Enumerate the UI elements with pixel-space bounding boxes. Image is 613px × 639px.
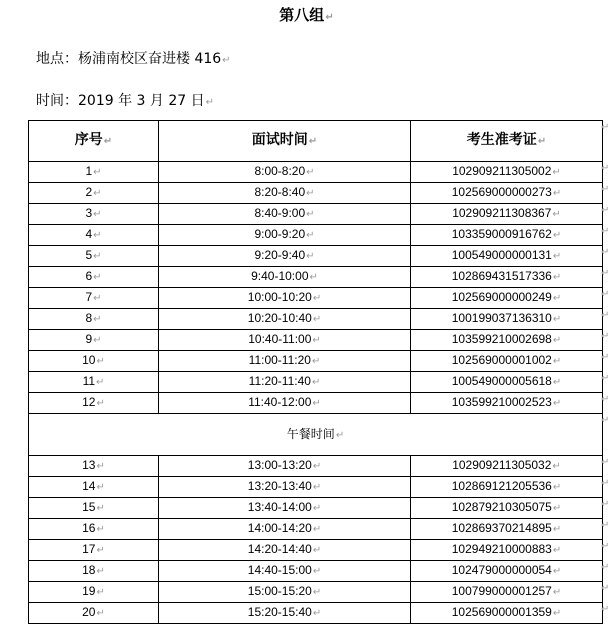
paragraph-mark-icon: ↵: [552, 524, 562, 535]
id-cell: 102879210305075↵: [411, 498, 603, 519]
paragraph-mark-icon: ↵: [552, 272, 562, 283]
time-cell: 11:00-11:20↵: [159, 351, 411, 372]
id-cell: 103599210002698↵: [411, 330, 603, 351]
row-end-mark-icon: ↵: [601, 541, 610, 552]
paragraph-mark-icon: ↵: [552, 314, 562, 325]
table-row: [29, 498, 603, 519]
paragraph-mark-icon: ↵: [96, 566, 105, 577]
seq-cell: 2↵: [29, 183, 159, 204]
paragraph-mark-icon: ↵: [308, 136, 318, 147]
table-row: [29, 477, 603, 498]
time-cell: 13:20-13:40↵: [159, 477, 411, 498]
time-cell: 13:00-13:20↵: [159, 456, 411, 477]
table-row: [29, 372, 603, 393]
row-end-mark-icon: ↵: [601, 163, 610, 174]
seq-cell: 17↵: [29, 540, 159, 561]
paragraph-mark-icon: ↵: [312, 398, 321, 409]
seq-cell: 1↵: [29, 162, 159, 183]
paragraph-mark-icon: ↵: [552, 545, 562, 556]
seq-cell: 18↵: [29, 561, 159, 582]
location-line: 地点：杨浦南校区奋进楼 416↵: [36, 51, 231, 67]
paragraph-mark-icon: ↵: [312, 503, 322, 514]
paragraph-mark-icon: ↵: [312, 608, 322, 619]
seq-cell: 13↵: [29, 456, 159, 477]
id-cell: 100549000000131↵: [411, 246, 603, 267]
paragraph-mark-icon: ↵: [93, 251, 102, 262]
group-title: 第八组↵: [279, 6, 334, 24]
id-cell: 100199037136310↵: [411, 309, 603, 330]
paragraph-mark-icon: ↵: [552, 251, 562, 262]
table-row: [29, 246, 603, 267]
afternoon-rows: [29, 456, 603, 624]
table-row: [29, 393, 603, 414]
row-end-mark-icon: ↵: [601, 457, 610, 468]
paragraph-mark-icon: ↵: [552, 461, 561, 472]
table-row: [29, 309, 603, 330]
id-cell: 102569000000249↵: [411, 288, 603, 309]
paragraph-mark-icon: ↵: [96, 503, 105, 514]
paragraph-mark-icon: ↵: [96, 398, 105, 409]
row-end-mark-icon: ↵: [601, 289, 610, 300]
table-row: [29, 456, 603, 477]
lunch-cell: 午餐时间↵: [29, 414, 603, 456]
paragraph-mark-icon: ↵: [552, 356, 562, 367]
id-cell: 100549000005618↵: [411, 372, 603, 393]
paragraph-mark-icon: ↵: [552, 167, 561, 178]
paragraph-mark-icon: ↵: [325, 12, 334, 23]
table-row: [29, 288, 603, 309]
paragraph-mark-icon: ↵: [103, 136, 113, 147]
row-end-mark-icon: ↵: [601, 205, 610, 216]
paragraph-mark-icon: ↵: [306, 251, 315, 262]
row-end-mark-icon: ↵: [601, 394, 610, 405]
seq-cell: 7↵: [29, 288, 159, 309]
seq-cell: 14↵: [29, 477, 159, 498]
time-cell: 11:40-12:00↵: [159, 393, 411, 414]
paragraph-mark-icon: ↵: [93, 167, 102, 178]
table-row: [29, 204, 603, 225]
row-end-mark-icon: ↵: [601, 604, 610, 615]
id-cell: 102569000001002↵: [411, 351, 603, 372]
row-end-mark-icon: ↵: [601, 352, 610, 363]
paragraph-mark-icon: ↵: [205, 97, 214, 108]
id-cell: 102869370214895↵: [411, 519, 603, 540]
id-cell: 102869121205536↵: [411, 477, 603, 498]
time-cell: 9:40-10:00↵: [159, 267, 411, 288]
time-cell: 10:40-11:00↵: [159, 330, 411, 351]
paragraph-mark-icon: ↵: [312, 461, 322, 472]
seq-cell: 10↵: [29, 351, 159, 372]
paragraph-mark-icon: ↵: [309, 272, 318, 283]
paragraph-mark-icon: ↵: [93, 314, 102, 325]
row-end-mark-icon: ↵: [601, 373, 610, 384]
row-end-mark-icon: ↵: [601, 415, 610, 426]
paragraph-mark-icon: ↵: [96, 461, 105, 472]
row-end-mark-icon: ↵: [601, 310, 610, 321]
paragraph-mark-icon: ↵: [96, 587, 105, 598]
row-end-mark-icon: ↵: [601, 499, 610, 510]
id-cell: 100799000001257↵: [411, 582, 603, 603]
paragraph-mark-icon: ↵: [93, 293, 102, 304]
paragraph-mark-icon: ↵: [312, 524, 322, 535]
row-end-mark-icon: ↵: [601, 478, 610, 489]
seq-cell: 4↵: [29, 225, 159, 246]
seq-cell: 15↵: [29, 498, 159, 519]
id-cell: 102479000000054↵: [411, 561, 603, 582]
paragraph-mark-icon: ↵: [312, 587, 322, 598]
id-cell: 102909211305002↵: [411, 162, 603, 183]
paragraph-mark-icon: ↵: [96, 524, 105, 535]
time-cell: 14:00-14:20↵: [159, 519, 411, 540]
header-time: 面试时间↵: [159, 121, 411, 162]
paragraph-mark-icon: ↵: [312, 566, 322, 577]
paragraph-mark-icon: ↵: [311, 356, 321, 367]
table-row: [29, 561, 603, 582]
row-end-mark-icon: ↵: [601, 122, 610, 133]
header-seq: 序号↵: [29, 121, 159, 162]
seq-cell: 8↵: [29, 309, 159, 330]
time-cell: 9:20-9:40↵: [159, 246, 411, 267]
row-end-mark-icon: ↵: [601, 520, 610, 531]
time-cell: 8:40-9:00↵: [159, 204, 411, 225]
seq-cell: 20↵: [29, 603, 159, 624]
paragraph-mark-icon: ↵: [306, 167, 315, 178]
time-cell: 9:00-9:20↵: [159, 225, 411, 246]
id-cell: 103599210002523↵: [411, 393, 603, 414]
row-end-mark-icon: ↵: [601, 331, 610, 342]
id-cell: 102909211308367↵: [411, 204, 603, 225]
paragraph-mark-icon: ↵: [552, 335, 562, 346]
paragraph-mark-icon: ↵: [93, 272, 102, 283]
morning-rows: [29, 162, 603, 414]
paragraph-mark-icon: ↵: [552, 209, 561, 220]
seq-cell: 12↵: [29, 393, 159, 414]
paragraph-mark-icon: ↵: [552, 503, 562, 514]
paragraph-mark-icon: ↵: [93, 188, 102, 199]
header-id: 考生准考证↵: [411, 121, 603, 162]
time-cell: 8:20-8:40↵: [159, 183, 411, 204]
id-cell: 102569000001359↵: [411, 603, 603, 624]
paragraph-mark-icon: ↵: [552, 293, 562, 304]
paragraph-mark-icon: ↵: [93, 335, 102, 346]
table-row: [29, 225, 603, 246]
time-cell: 13:40-14:00↵: [159, 498, 411, 519]
paragraph-mark-icon: ↵: [312, 545, 322, 556]
table-row: [29, 183, 603, 204]
paragraph-mark-icon: ↵: [552, 608, 562, 619]
id-cell: 102909211305032↵: [411, 456, 603, 477]
paragraph-mark-icon: ↵: [96, 608, 105, 619]
paragraph-mark-icon: ↵: [552, 188, 562, 199]
table-row: [29, 330, 603, 351]
row-end-mark-icon: ↵: [601, 184, 610, 195]
header-row: [29, 121, 603, 162]
table-row: [29, 603, 603, 624]
table-row: [29, 267, 603, 288]
seq-cell: 19↵: [29, 582, 159, 603]
paragraph-mark-icon: ↵: [552, 230, 562, 241]
paragraph-mark-icon: ↵: [306, 209, 315, 220]
seq-cell: 6↵: [29, 267, 159, 288]
seq-cell: 16↵: [29, 519, 159, 540]
paragraph-mark-icon: ↵: [552, 566, 562, 577]
paragraph-mark-icon: ↵: [311, 377, 321, 388]
table-row: [29, 582, 603, 603]
time-cell: 15:00-15:20↵: [159, 582, 411, 603]
paragraph-mark-icon: ↵: [222, 55, 231, 66]
paragraph-mark-icon: ↵: [312, 335, 321, 346]
time-cell: 14:20-14:40↵: [159, 540, 411, 561]
paragraph-mark-icon: ↵: [552, 482, 562, 493]
paragraph-mark-icon: ↵: [306, 230, 315, 241]
id-cell: 102569000000273↵: [411, 183, 603, 204]
time-cell: 8:00-8:20↵: [159, 162, 411, 183]
row-end-mark-icon: ↵: [601, 583, 610, 594]
paragraph-mark-icon: ↵: [552, 377, 562, 388]
time-cell: 11:20-11:40↵: [159, 372, 411, 393]
row-end-mark-icon: ↵: [601, 268, 610, 279]
time-cell: 10:20-10:40↵: [159, 309, 411, 330]
table-row: [29, 162, 603, 183]
paragraph-mark-icon: ↵: [552, 587, 562, 598]
paragraph-mark-icon: ↵: [93, 209, 102, 220]
table-row: [29, 519, 603, 540]
paragraph-mark-icon: ↵: [335, 429, 345, 441]
paragraph-mark-icon: ↵: [312, 314, 322, 325]
id-cell: 103359000916762↵: [411, 225, 603, 246]
paragraph-mark-icon: ↵: [306, 188, 315, 199]
paragraph-mark-icon: ↵: [312, 293, 322, 304]
seq-cell: 9↵: [29, 330, 159, 351]
id-cell: 102949210000883↵: [411, 540, 603, 561]
time-cell: 10:00-10:20↵: [159, 288, 411, 309]
seq-cell: 3↵: [29, 204, 159, 225]
paragraph-mark-icon: ↵: [93, 230, 102, 241]
paragraph-mark-icon: ↵: [312, 482, 322, 493]
table-row: [29, 351, 603, 372]
lunch-row: [29, 414, 603, 456]
table-row: [29, 540, 603, 561]
time-cell: 15:20-15:40↵: [159, 603, 411, 624]
row-end-mark-icon: ↵: [601, 226, 610, 237]
date-line: 时间：2019 年 3 月 27 日↵: [36, 93, 214, 109]
time-cell: 14:40-15:00↵: [159, 561, 411, 582]
paragraph-mark-icon: ↵: [96, 377, 105, 388]
paragraph-mark-icon: ↵: [537, 136, 547, 147]
id-cell: 102869431517336↵: [411, 267, 603, 288]
row-end-mark-icon: ↵: [601, 247, 610, 258]
paragraph-mark-icon: ↵: [96, 356, 105, 367]
paragraph-mark-icon: ↵: [96, 482, 105, 493]
paragraph-mark-icon: ↵: [96, 545, 105, 556]
seq-cell: 5↵: [29, 246, 159, 267]
paragraph-mark-icon: ↵: [552, 398, 562, 409]
row-end-mark-icon: ↵: [601, 562, 610, 573]
schedule-table: [28, 120, 603, 624]
seq-cell: 11↵: [29, 372, 159, 393]
